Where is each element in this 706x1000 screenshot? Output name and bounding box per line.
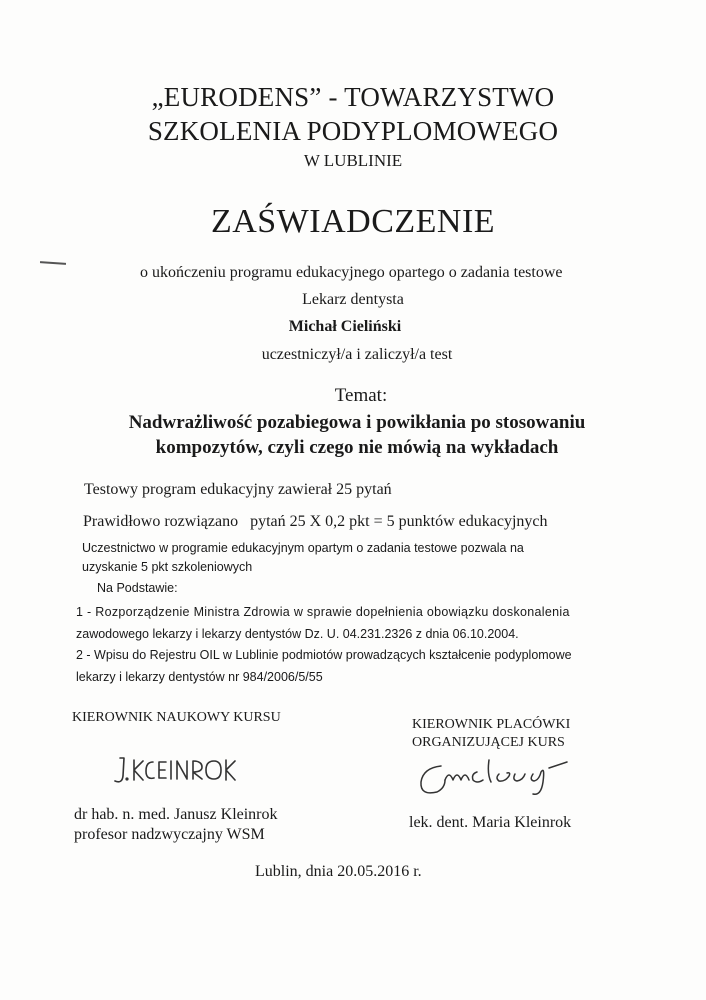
- basis1-line2: zawodowego lekarzy i lekarzy dentystów Dz. U. 04.231.2326 z dnia 06.10.2004.: [76, 627, 519, 641]
- basis1-line1: 1 - Rozporządzenie Ministra Zdrowia w sprawie dopełnienia obowiązku doskonalenia: [76, 605, 570, 619]
- right-signatory-name: lek. dent. Maria Kleinrok: [409, 814, 572, 831]
- org-city: W LUBLINIE: [303, 151, 403, 170]
- org-name-line2: SZKOLENIA PODYPLOMOWEGO: [147, 116, 559, 146]
- points-text-line1: Uczestnictwo w programie edukacyjnym opartym o zadania testowe pozwala na: [82, 541, 524, 555]
- solved-points-text: Prawidłowo rozwiązano pytań 25 X 0,2 pkt = 5 punktów edukacyjnych: [83, 513, 548, 530]
- topic-label: Temat:: [334, 385, 388, 406]
- org-name-line1: „EURODENS” - TOWARZYSTWO: [151, 82, 555, 112]
- participant-name: Michał Cieliński: [288, 318, 402, 335]
- left-signatory-title: profesor nadzwyczajny WSM: [74, 826, 265, 843]
- right-handwritten-signature: [415, 752, 585, 807]
- basis-label: Na Podstawie:: [97, 581, 178, 595]
- topic-line2: kompozytów, czyli czego nie mówią na wykładach: [155, 437, 559, 458]
- basis2-line1: 2 - Wpisu do Rejestru OIL w Lublinie podmiotów prowadzących kształcenie podyplomowe: [76, 648, 572, 662]
- left-signatory-role: KIEROWNIK NAUKOWY KURSU: [72, 710, 281, 725]
- left-signatory-name: dr hab. n. med. Janusz Kleinrok: [74, 806, 278, 823]
- left-handwritten-signature: [110, 750, 240, 795]
- right-signatory-role-line2: ORGANIZUJĄCEJ KURS: [412, 735, 565, 750]
- status-text: uczestniczył/a i zaliczył/a test: [261, 346, 453, 363]
- stray-pen-mark: [40, 261, 66, 265]
- basis2-line2: lekarzy i lekarzy dentystów nr 984/2006/5/55: [76, 670, 323, 684]
- place-and-date: Lublin, dnia 20.05.2016 r.: [255, 863, 422, 880]
- document-title: ZAŚWIADCZENIE: [210, 203, 496, 240]
- intro-text: o ukończeniu programu edukacyjnego opartego o zadania testowe: [140, 264, 563, 281]
- points-text-line2: uzyskanie 5 pkt szkoleniowych: [82, 560, 253, 574]
- right-signatory-role-line1: KIEROWNIK PLACÓWKI: [412, 717, 571, 732]
- profession-text: Lekarz dentysta: [302, 291, 404, 308]
- topic-line1: Nadwrażliwość pozabiegowa i powikłania po stosowaniu: [128, 412, 586, 433]
- questions-count-text: Testowy program edukacyjny zawierał 25 pytań: [84, 481, 392, 498]
